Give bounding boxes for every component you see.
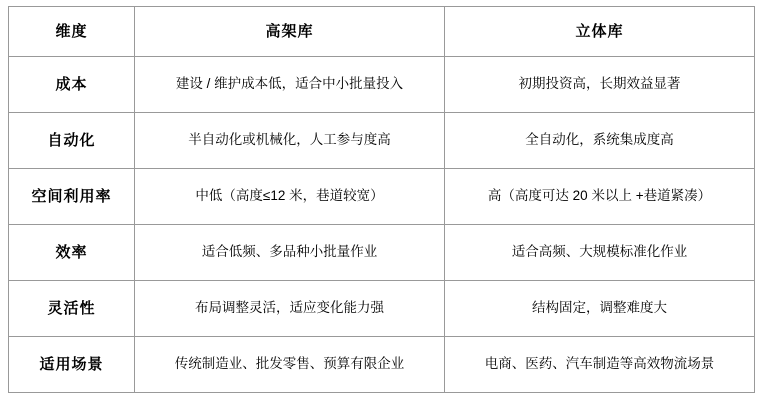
cell-efficiency-option-a: 适合低频、多品种小批量作业 xyxy=(135,225,445,281)
row-label-use-case: 适用场景 xyxy=(9,337,135,393)
cell-automation-option-a: 半自动化或机械化，人工参与度高 xyxy=(135,113,445,169)
cell-cost-option-a: 建设 / 维护成本低，适合中小批量投入 xyxy=(135,57,445,113)
cell-use-case-option-b: 电商、医药、汽车制造等高效物流场景 xyxy=(445,337,755,393)
table-row xyxy=(9,337,755,393)
row-label-automation: 自动化 xyxy=(9,113,135,169)
cell-cost-option-b: 初期投资高，长期效益显著 xyxy=(445,57,755,113)
row-label-efficiency: 效率 xyxy=(9,225,135,281)
cell-space-utilization-option-b: 高（高度可达 20 米以上 +巷道紧凑） xyxy=(445,169,755,225)
row-label-cost: 成本 xyxy=(9,57,135,113)
table-header-row xyxy=(9,7,755,57)
cell-space-utilization-option-a: 中低（高度≤12 米，巷道较宽） xyxy=(135,169,445,225)
table-row xyxy=(9,169,755,225)
column-header-option-b: 立体库 xyxy=(445,7,755,57)
comparison-table xyxy=(8,6,755,393)
table-row xyxy=(9,113,755,169)
cell-efficiency-option-b: 适合高频、大规模标准化作业 xyxy=(445,225,755,281)
cell-use-case-option-a: 传统制造业、批发零售、预算有限企业 xyxy=(135,337,445,393)
cell-automation-option-b: 全自动化，系统集成度高 xyxy=(445,113,755,169)
table-header xyxy=(9,7,755,57)
cell-flexibility-option-b: 结构固定，调整难度大 xyxy=(445,281,755,337)
table-row xyxy=(9,225,755,281)
column-header-dimension: 维度 xyxy=(9,7,135,57)
row-label-flexibility: 灵活性 xyxy=(9,281,135,337)
column-header-option-a: 高架库 xyxy=(135,7,445,57)
row-label-space-utilization: 空间利用率 xyxy=(9,169,135,225)
cell-flexibility-option-a: 布局调整灵活，适应变化能力强 xyxy=(135,281,445,337)
table-row xyxy=(9,57,755,113)
table-body xyxy=(9,57,755,393)
table-row xyxy=(9,281,755,337)
